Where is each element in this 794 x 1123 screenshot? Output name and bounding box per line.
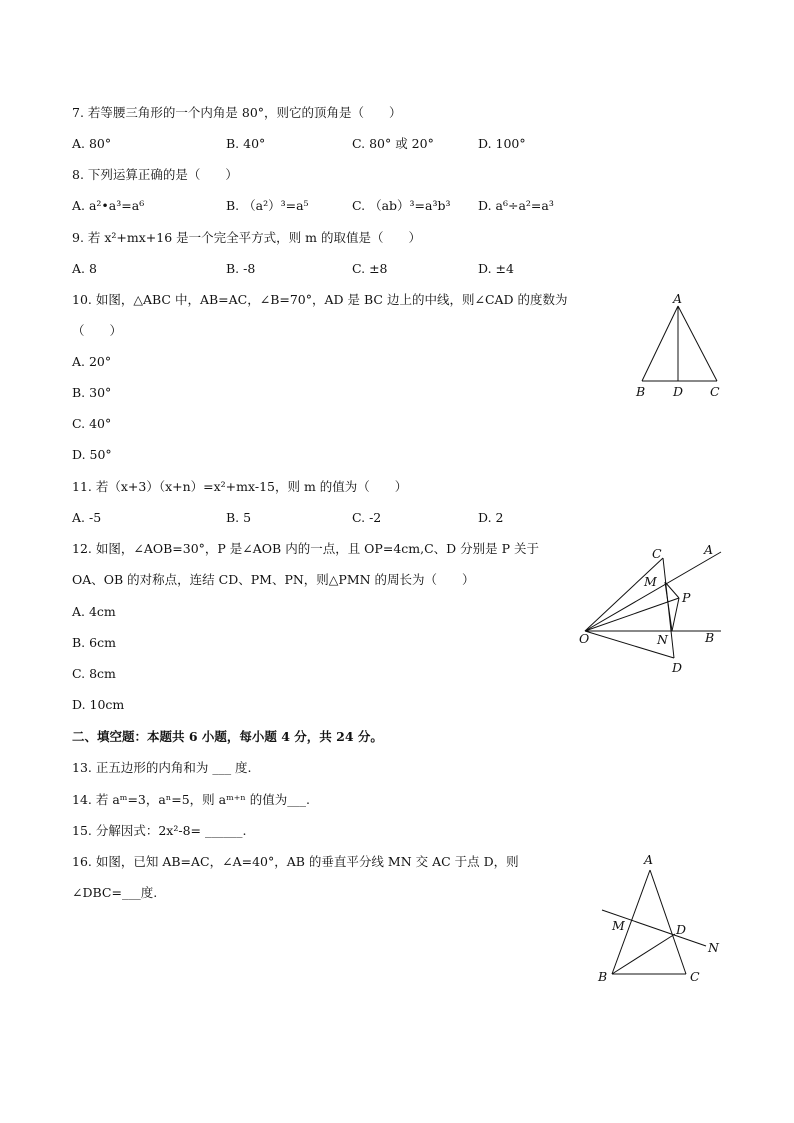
label-d: D [673,384,684,399]
segment-op [585,598,679,631]
label-n: N [657,632,668,647]
question-12-option-c: C. 8cm [72,666,116,681]
question-14: 14. 若 aᵐ=3，aⁿ=5，则 aᵐ⁺ⁿ 的值为___. [72,792,310,807]
question-8-option-c: C. （ab）³=a³b³ [352,198,451,213]
question-7-option-a: A. 80° [72,136,112,151]
question-16-stem-continued: ∠DBC=___度. [72,885,158,900]
question-12-angle-figure [575,538,735,680]
question-10-option-d: D. 50° [72,447,112,462]
section-2-heading: 二、填空题：本题共 6 小题，每小题 4 分，共 24 分。 [72,729,383,744]
question-8-option-b: B. （a²）³=a⁵ [226,198,309,213]
question-10-option-c: C. 40° [72,416,112,431]
question-10-option-b: B. 30° [72,385,112,400]
question-9-option-c: C. ±8 [352,261,388,276]
question-16-triangle-figure [590,848,730,988]
label-o: O [579,631,590,646]
label-n: N [708,940,719,955]
ray-oa [585,552,721,631]
segment-bd [612,934,675,974]
question-9-option-a: A. 8 [72,261,97,276]
label-b: B [636,384,646,399]
question-10-option-a: A. 20° [72,354,112,369]
question-12-option-d: D. 10cm [72,697,125,712]
question-8-stem: 8. 下列运算正确的是（ ） [72,167,238,182]
question-8-option-a: A. a²•a³=a⁶ [72,198,145,213]
label-m: M [644,574,657,589]
question-10-stem: 10. 如图，△ABC 中，AB=AC，∠B=70°，AD 是 BC 边上的中线，则∠CAD 的度数为 [72,292,568,307]
question-9-stem: 9. 若 x²+mx+16 是一个完全平方式，则 m 的取值是（ ） [72,230,421,245]
question-11-option-d: D. 2 [478,510,504,525]
label-a: A [704,542,714,557]
question-10-triangle-figure [620,288,740,406]
segment-ac [678,306,717,381]
segment-oc [585,558,663,631]
label-d: D [672,660,683,675]
segment-ab [642,306,678,381]
question-9-option-b: B. -8 [226,261,256,276]
question-9-option-d: D. ±4 [478,261,514,276]
question-10-stem-continued: （ ） [72,323,123,338]
label-b: B [705,630,715,645]
label-c: C [690,969,700,984]
question-12-stem-continued: OA、OB 的对称点，连结 CD、PM、PN，则△PMN 的周长为（ ） [72,572,475,587]
label-c: C [652,546,662,561]
question-11-option-b: B. 5 [226,510,252,525]
question-11-option-a: A. -5 [72,510,102,525]
label-m: M [612,918,625,933]
question-11-option-c: C. -2 [352,510,382,525]
label-p: P [682,590,691,605]
question-12-option-b: B. 6cm [72,635,116,650]
question-16-stem: 16. 如图，已知 AB=AC，∠A=40°，AB 的垂直平分线 MN 交 AC 于点 D，则 [72,854,519,869]
label-a: A [673,291,683,306]
question-13: 13. 正五边形的内角和为 ___ 度. [72,760,252,775]
question-11-stem: 11. 若（x+3）（x+n）=x²+mx-15，则 m 的值为（ ） [72,479,408,494]
question-7-option-b: B. 40° [226,136,266,151]
label-d: D [676,922,687,937]
question-12-stem: 12. 如图，∠AOB=30°，P 是∠AOB 内的一点，且 OP=4cm,C、D 分别是 P 关于 [72,541,540,556]
question-7-option-d: D. 100° [478,136,526,151]
question-12-option-a: A. 4cm [72,604,116,619]
label-a: A [644,852,654,867]
label-b: B [598,969,608,984]
segment-pn [672,598,679,631]
label-c: C [710,384,720,399]
question-7-option-c: C. 80° 或 20° [352,136,434,151]
question-15: 15. 分解因式：2x²-8= ______. [72,823,247,838]
question-8-option-d: D. a⁶÷a²=a³ [478,198,554,213]
question-7-stem: 7. 若等腰三角形的一个内角是 80°，则它的顶角是（ ） [72,105,402,120]
